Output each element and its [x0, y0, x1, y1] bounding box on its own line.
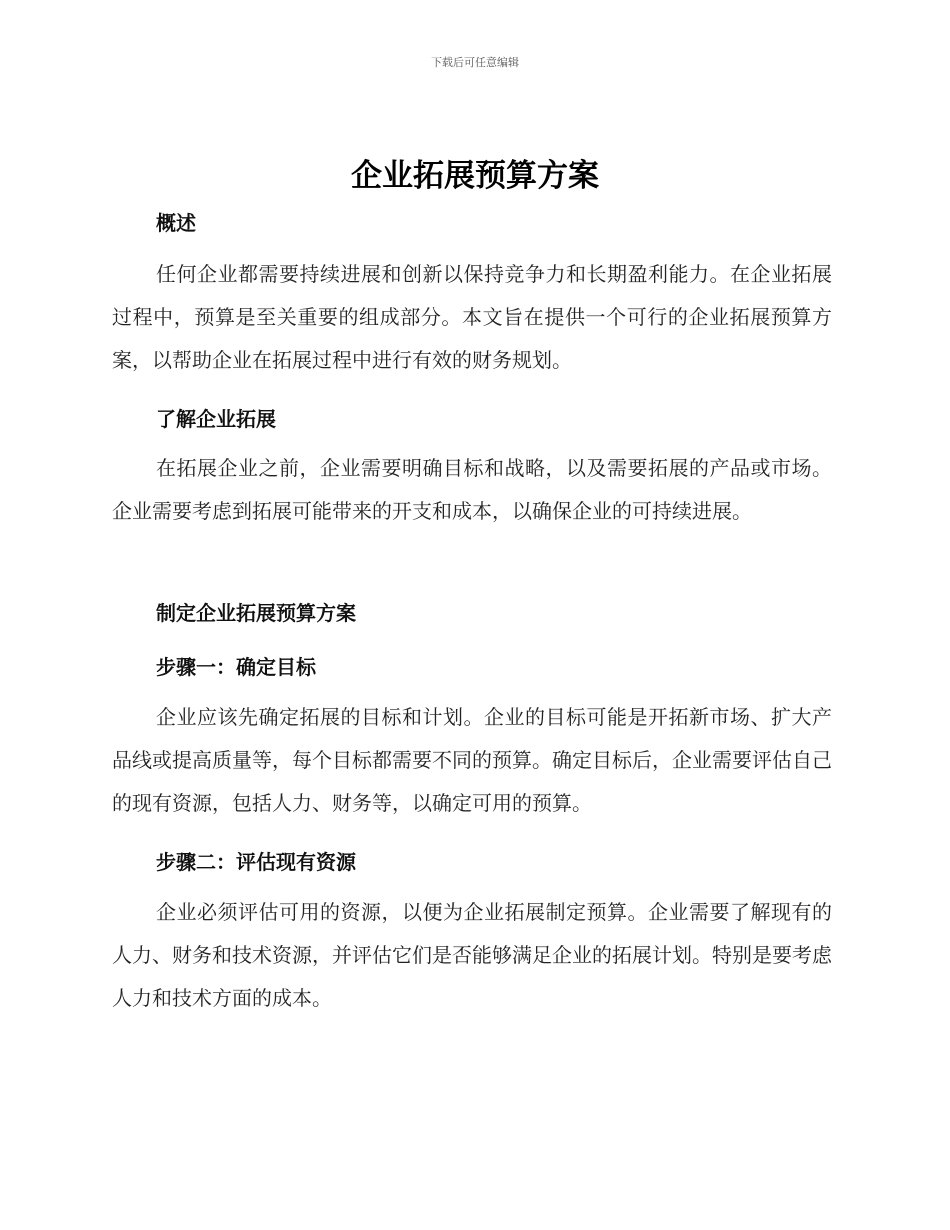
- section-paragraph-step-two: 企业必须评估可用的资源，以便为企业拓展制定预算。企业需要了解现有的人力、财务和技术资源，并评估它们是否能够满足企业的拓展计划。特别是要考虑人力和技术方面的成本。: [112, 900, 832, 1010]
- section-heading-understand: 了解企业拓展: [156, 407, 276, 431]
- document-title: 企业拓展预算方案: [351, 158, 599, 194]
- page-header-note: 下载后可任意编辑: [431, 56, 519, 69]
- section-heading-step-one: 步骤一：确定目标: [156, 655, 316, 679]
- section-heading-plan: 制定企业拓展预算方案: [156, 601, 356, 625]
- section-paragraph-step-one: 企业应该先确定拓展的目标和计划。企业的目标可能是开拓新市场、扩大产品线或提高质量等，每个目标都需要不同的预算。确定目标后，企业需要评估自己的现有资源，包括人力、财务等，以确定可用的预算。: [112, 705, 832, 815]
- section-heading-step-two: 步骤二：评估现有资源: [156, 850, 356, 874]
- section-heading-overview: 概述: [156, 211, 196, 235]
- section-paragraph-overview: 任何企业都需要持续进展和创新以保持竞争力和长期盈利能力。在企业拓展过程中，预算是至关重要的组成部分。本文旨在提供一个可行的企业拓展预算方案，以帮助企业在拓展过程中进行有效的财务规划。: [112, 262, 832, 372]
- section-paragraph-understand: 在拓展企业之前，企业需要明确目标和战略，以及需要拓展的产品或市场。企业需要考虑到拓展可能带来的开支和成本，以确保企业的可持续进展。: [112, 456, 832, 523]
